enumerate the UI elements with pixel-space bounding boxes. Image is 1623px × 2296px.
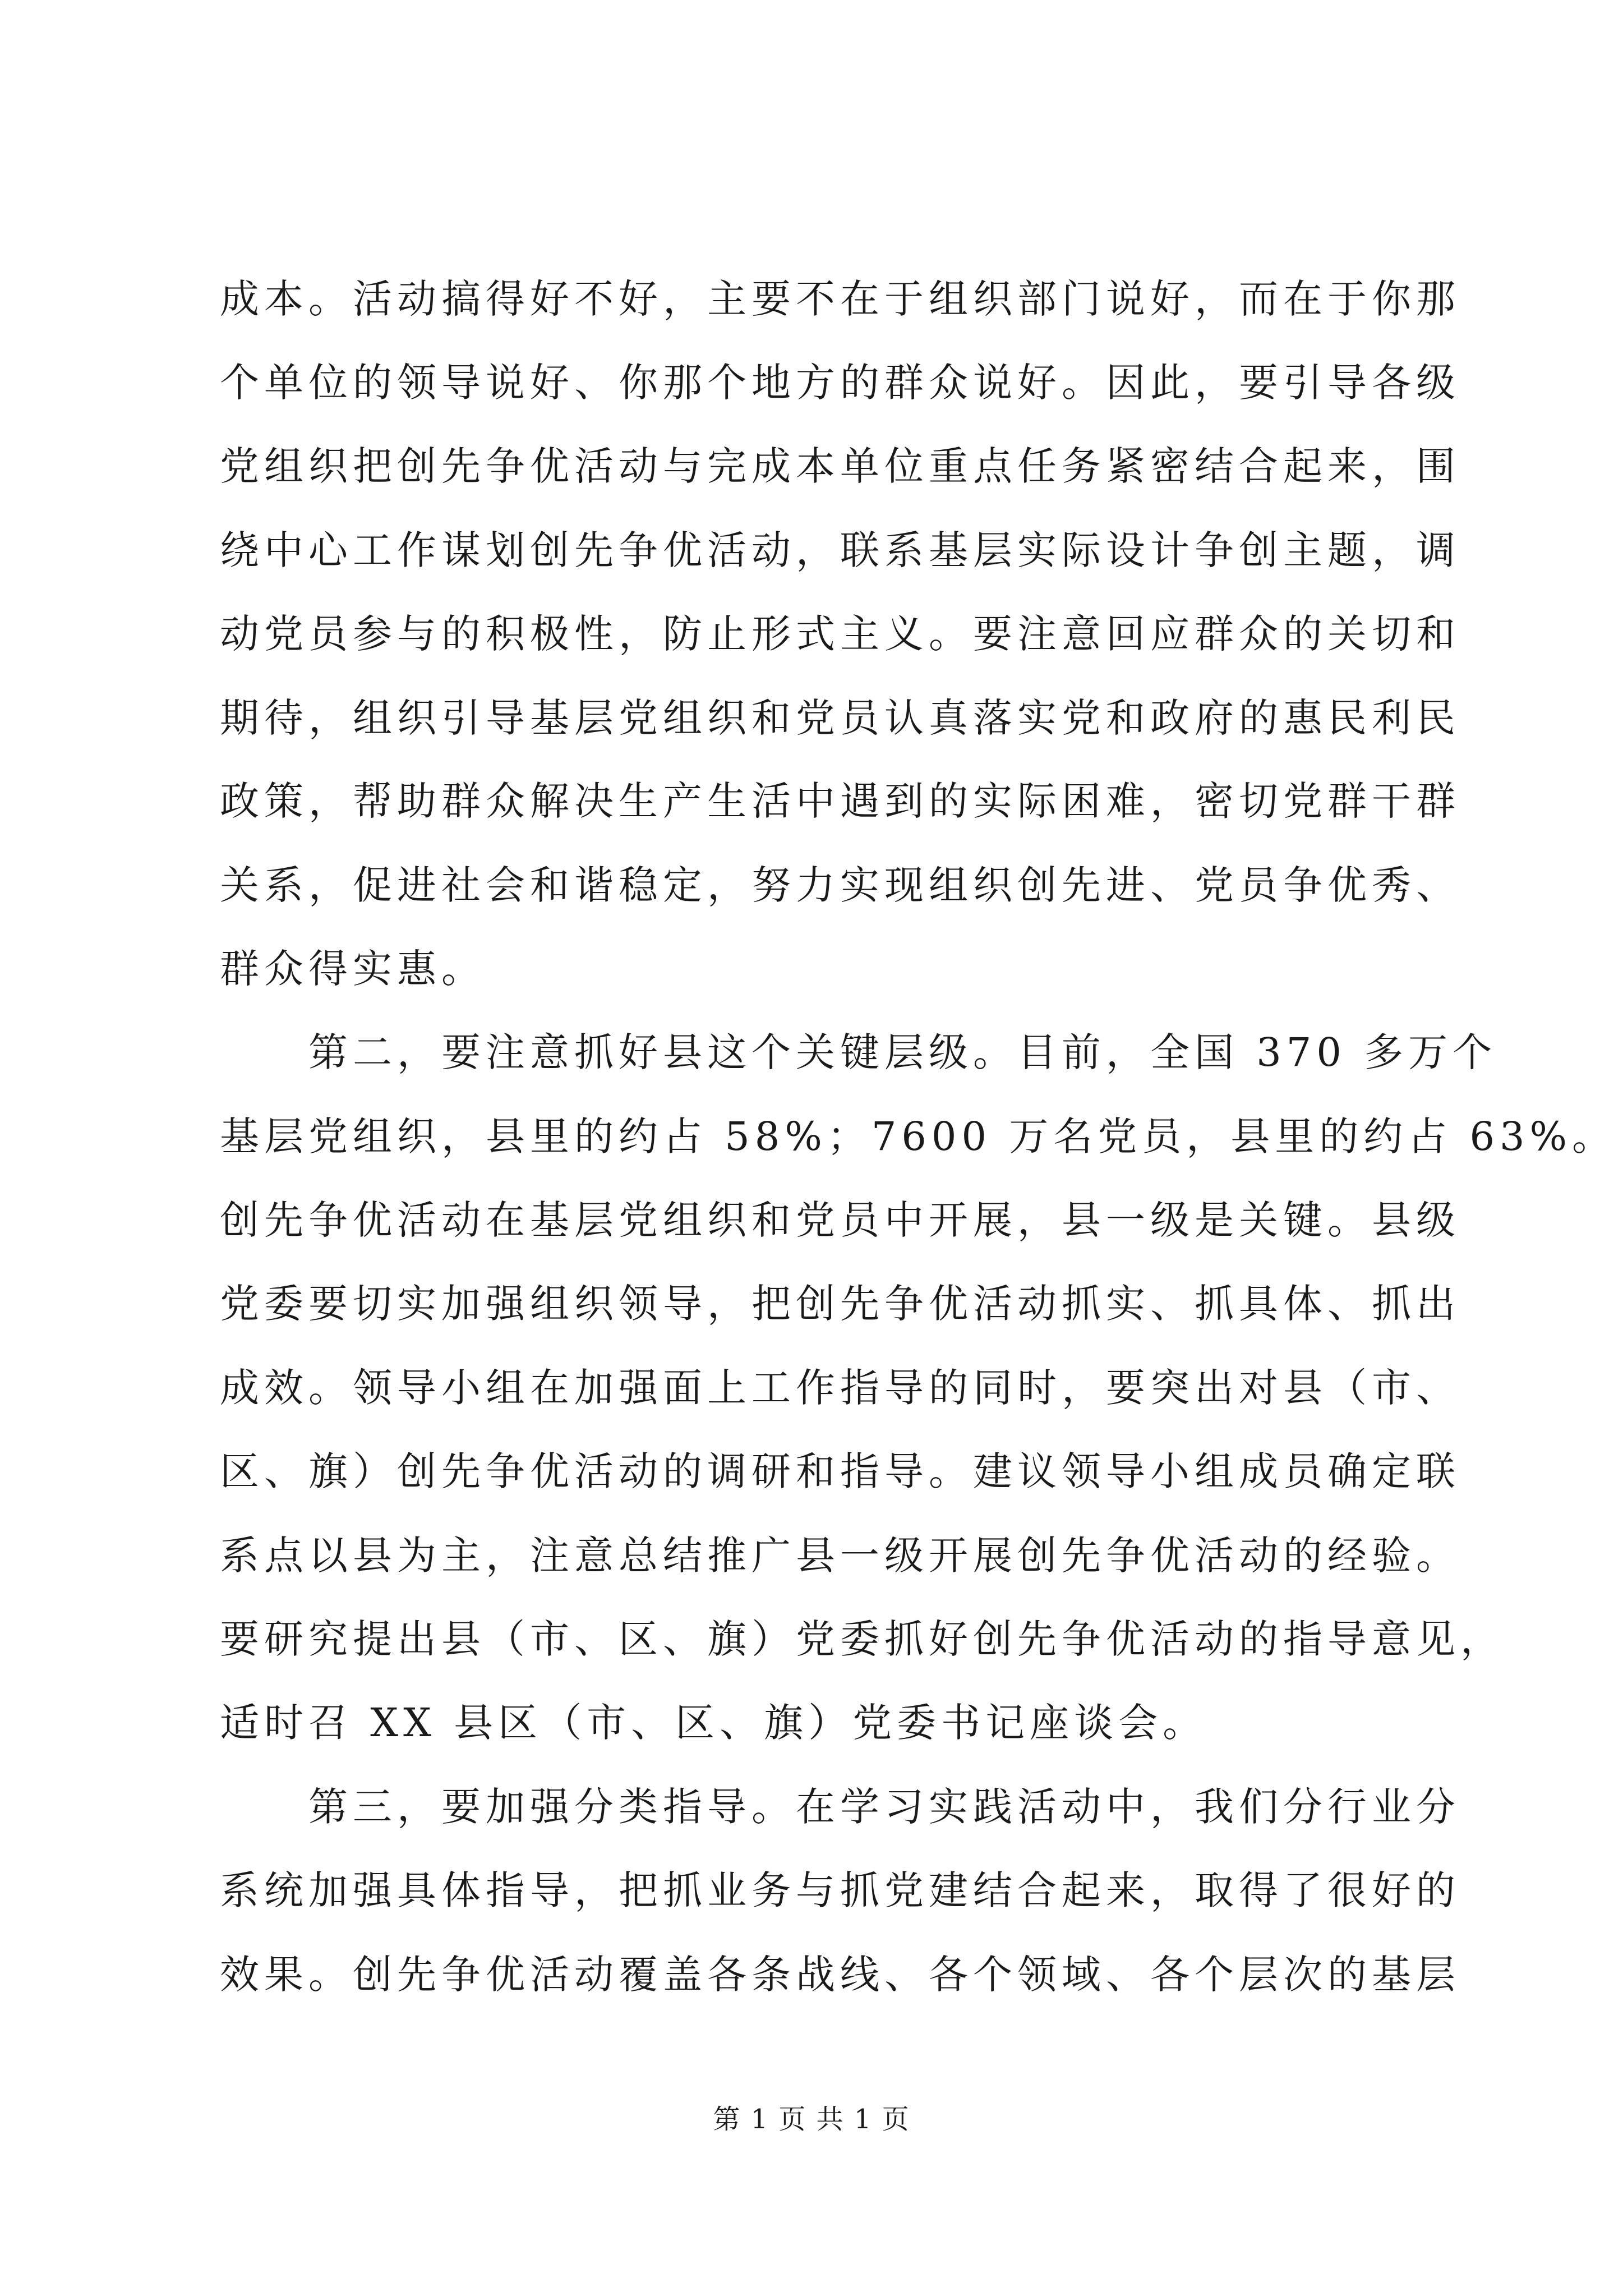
- text-line: 群众得实惠。: [220, 946, 486, 992]
- text-line: 期待，组织引导基层党组织和党员认真落实党和政府的惠民利民: [220, 695, 1460, 741]
- text-line: 基层党组织，县里的约占 58%；7600 万名党员，县里的约占 63%。: [220, 1114, 1617, 1159]
- text-line: 绕中心工作谋划创先争优活动，联系基层实际设计争创主题，调: [220, 527, 1460, 573]
- text-line: 个单位的领导说好、你那个地方的群众说好。因此，要引导各级: [220, 360, 1460, 406]
- text-line: 党组织把创先争优活动与完成本单位重点任务紧密结合起来，围: [220, 443, 1460, 489]
- text-line: 党委要切实加强组织领导，把创先争优活动抓实、抓具体、抓出: [220, 1281, 1460, 1327]
- text-line: 关系，促进社会和谐稳定，努力实现组织创先进、党员争优秀、: [220, 862, 1460, 908]
- text-line: 动党员参与的积极性，防止形式主义。要注意回应群众的关切和: [220, 611, 1460, 657]
- text-line: 系点以县为主，注意总结推广县一级开展创先争优活动的经验。: [220, 1533, 1460, 1579]
- text-line: 系统加强具体指导，把抓业务与抓党建结合起来，取得了很好的: [220, 1867, 1460, 1913]
- text-line: 政策，帮助群众解决生产生活中遇到的实际困难，密切党群干群: [220, 778, 1460, 824]
- page-number-footer: 第 1 页 共 1 页: [713, 2104, 910, 2135]
- text-line: 第二，要注意抓好县这个关键层级。目前，全国 370 多万个: [220, 1029, 1497, 1075]
- text-line: 效果。创先争优活动覆盖各条战线、各个领域、各个层次的基层: [220, 1952, 1460, 1998]
- text-line: 成效。领导小组在加强面上工作指导的同时，要突出对县（市、: [220, 1365, 1460, 1411]
- text-line: 适时召 XX 县区（市、区、旗）党委书记座谈会。: [220, 1700, 1207, 1746]
- text-line: 区、旗）创先争优活动的调研和指导。建议领导小组成员确定联: [220, 1448, 1460, 1494]
- text-line: 要研究提出县（市、区、旗）党委抓好创先争优活动的指导意见，: [220, 1616, 1505, 1662]
- text-line: 成本。活动搞得好不好，主要不在于组织部门说好，而在于你那: [220, 276, 1460, 322]
- text-line: 第三，要加强分类指导。在学习实践活动中，我们分行业分: [220, 1784, 1460, 1830]
- text-line: 创先争优活动在基层党组织和党员中开展，县一级是关键。县级: [220, 1197, 1460, 1243]
